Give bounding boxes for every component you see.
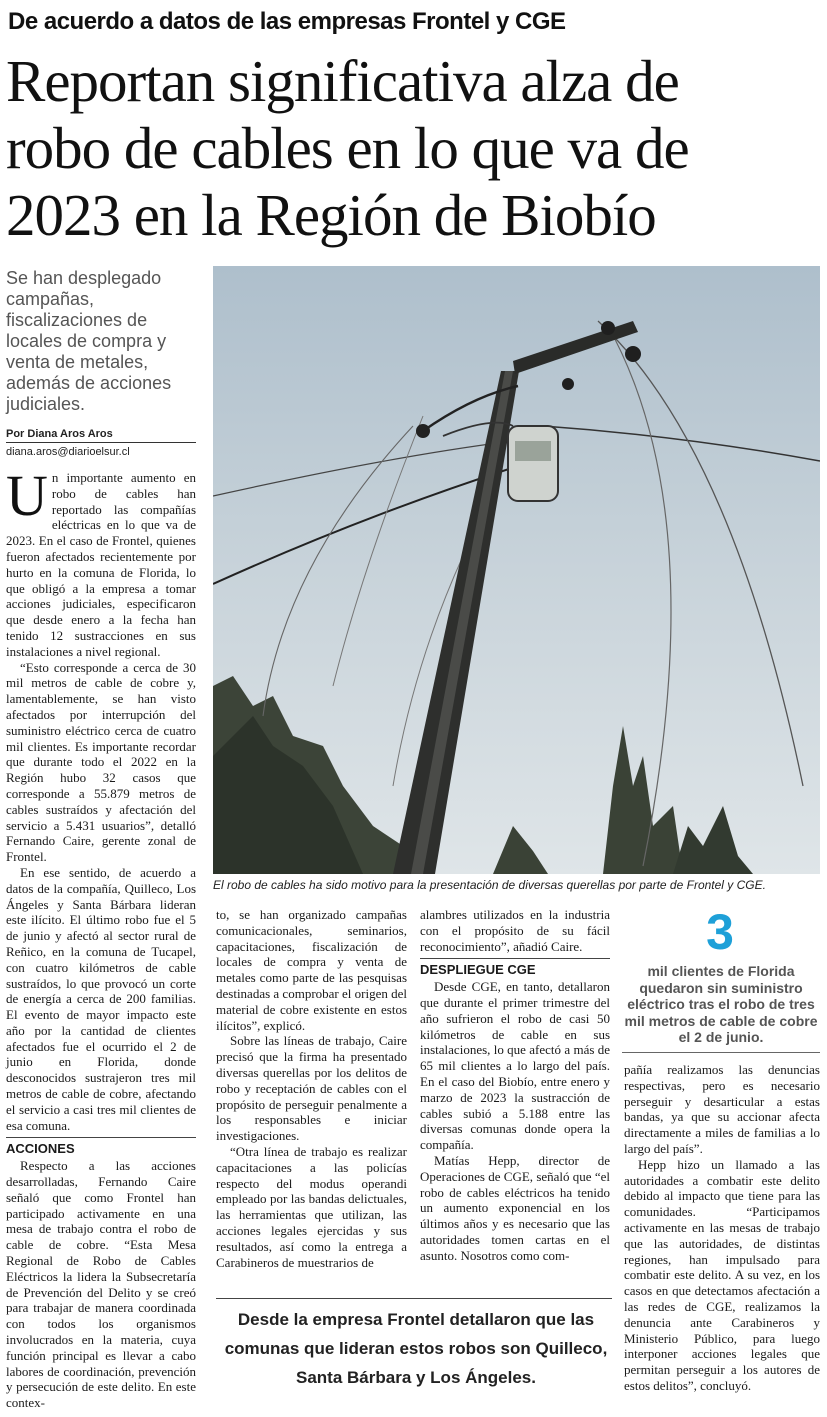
paragraph: Desde CGE, en tanto, detallaron que durante el primer trimestre del año sufrieron el robo de casi 50 kilómetros de cable en sus instalaciones, lo que afectó a más de 65 mil clientes a lo largo del país. En el caso del Biobío, entre enero y marzo de 2023 la sustracción de cables subió a 5.188 entre las diversas comunas donde opera la compañía. [420,979,610,1153]
paragraph: to, se han organizado campañas comunicacionales, seminarios, capacitaciones, fiscalización de locales de compra y venta de metales como parte de las pesquisas destinadas a comprobar el origen del material de cobre existente en estos ilícitos”, explicó. [216,907,407,1033]
stat-number: 3 [706,904,734,960]
stat-divider [622,1052,820,1053]
paragraph: Matías Hepp, director de Operaciones de CGE, señaló que “el robo de cables eléctricos ha tenido un aumento exponencial en los últimos años y es necesario que las autoridades tomen cartas en el asunto. Nosotros como com- [420,1152,610,1263]
headline-line: Reportan significativa alza de [6,48,679,114]
headline-line: robo de cables en lo que va de [6,115,689,181]
article-column-3 [420,907,610,1264]
byline: Por Diana Aros Aros [6,428,196,443]
article-column-4 [624,1062,820,1394]
article-column-2 [216,907,407,1270]
article-column-1 [6,463,196,1411]
paragraph: Hepp hizo un llamado a las autoridades a combatir este delito debido al impacto que tiene para las comunidades. “Participamos activamente en las mesas de trabajo que las autoridades, de distintas regiones, han impulsado para combatir este delito. A su vez, en los casos en que detectamos afectación a las redes de CGE, realizamos la denuncia ante Carabineros y Ministerio Público, para luego interponer acciones legales que permitan perseguir a los autores de estos delitos”, concluyó. [624,1156,820,1393]
section-heading: ACCIONES [6,1137,196,1157]
stat-text: mil clientes de Florida quedaron sin suministro eléctrico tras el robo de tres mil metros de cable de cobre el 2 de junio. [624,963,818,1045]
section-heading: DESPLIEGUE CGE [420,958,610,978]
summary: Se han desplegado campañas, fiscalizaciones de locales de compra y venta de metales, además de acciones judiciales. [6,268,172,414]
paragraph: pañía realizamos las denuncias respectivas, pero es necesario perseguir y desarticular a estas bandas, ya que su accionar afecta directamente a miles de familias a lo largo del país”. [624,1062,820,1156]
paragraph: Respecto a las acciones desarrolladas, Fernando Caire señaló que como Frontel han participado activamente en una mesa de trabajo contra el robo de cable de cobre. “Esta Mesa Regional de Robo de Cables Eléctricos la lidera la Subsecretaría de Prevención del Delito y se creó para trabajar de manera coordinada con todos los organismos involucrados en la materia, cuya función principal es llevar a cabo labores de coordinación, prevención y persecución de este delito. En este contex- [6,1158,196,1411]
kicker: De acuerdo a datos de las empresas Frontel y CGE [8,8,566,35]
paragraph: alambres utilizados en la industria con el propósito de su fácil reconocimiento”, añadió Caire. [420,907,610,954]
paragraph [6,463,196,660]
article-photo [213,266,820,874]
headline [6,48,821,249]
paragraph: Sobre las líneas de trabajo, Caire precisó que la firma ha presentado diversas querellas por los delitos de robo y receptación de cables con el propósito de perseguir penalmente a los responsables e iniciar investigaciones. [216,1033,407,1144]
paragraph: En ese sentido, de acuerdo a datos de la compañía, Quilleco, Los Ángeles y Santa Bárbara lideran este ilícito. El último robo fue el 5 de junio y afectó al sector rural de Reñico, en la comuna de Tucapel, con cuatro kilómetros de cable sustraídos, lo que provocó un corte de energía a cerca de 200 familias. El evento de mayor impacto este año por la cantidad de clientes afectados fue el ocurrido el 2 de junio en Florida, donde desconocidos sustrajeron tres mil metros de cable de cobre, afectando el servicio a casi tres mil clientes de esa comuna. [6,864,196,1133]
drop-cap: U [6,463,48,528]
utility-pole-photo [213,266,820,874]
pullquote: Desde la empresa Frontel detallaron que las comunas que lideran estos robos son Quilleco, Santa Bárbara y Los Ángeles. [224,1310,608,1387]
author-email: diana.aros@diarioelsur.cl [6,446,130,458]
paragraph: “Otra línea de trabajo es realizar capacitaciones a las policías respecto del modus operandi empleado por las bandas delictuales, las herramientas que utilizan, las acciones legales ejercidas y sus resultados, así como la entrega a Carabineros de muestrarios de [216,1143,407,1270]
photo-caption: El robo de cables ha sido motivo para la presentación de diversas querellas por parte de Frontel y CGE. [213,878,766,892]
paragraph: “Esto corresponde a cerca de 30 mil metros de cable de cobre y, lamentablemente, se han visto afectados por interrupción del suministro eléctrico cerca de cuatro mil clientes. Es importante recordar que durante todo el 2022 en la Región hubo 32 casos que corresponde a 55.879 metros de cables sustraídos y afectación del servicio a 5.431 usuarios”, detalló Fernando Caire, gerente zonal de Frontel. [6,659,196,865]
pullquote-divider [216,1298,612,1299]
paragraph-text: n importante aumento en robo de cables han reportado las compañías eléctricas en lo que va de 2023. En el caso de Frontel, quienes fueron afectados recientemente por hurto en la comuna de Florida, lo que obligó a la empresa a tomar acciones judiciales, especificaron que desde enero a la fecha han tenido 12 sustracciones en sus instalaciones a nivel regional. [6,470,196,659]
headline-line: 2023 en la Región de Biobío [6,182,656,248]
